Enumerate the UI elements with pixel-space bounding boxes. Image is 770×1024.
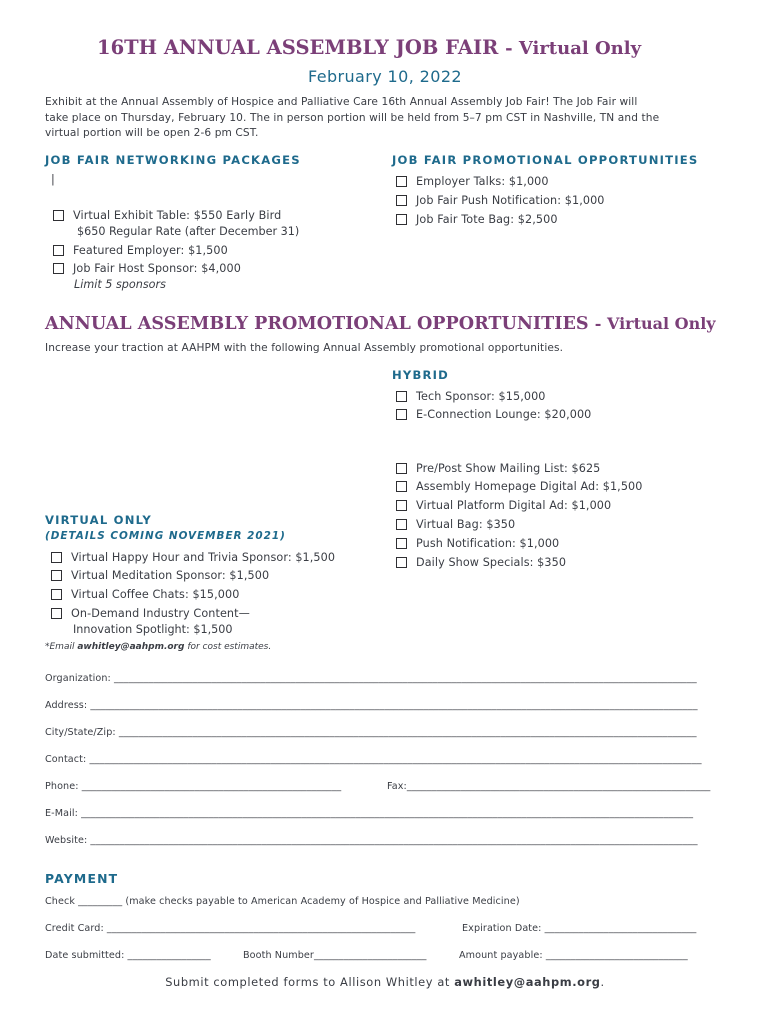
submit-email-link[interactable]: awhitley@aahpm.org [454, 975, 601, 989]
submit-instructions: Submit completed forms to Allison Whitley at awhitley@aahpm.org. [165, 975, 605, 989]
hybrid-heading: HYBRID [392, 368, 449, 382]
stray-mark: | [51, 173, 55, 186]
hybrid-item-label: Assembly Homepage Digital Ad: $1,500 [416, 480, 643, 493]
booth-number-field[interactable]: Booth Number_______________________ [243, 950, 427, 961]
hybrid-item[interactable] [396, 556, 566, 569]
checkbox[interactable] [53, 245, 64, 256]
networking-item-sublabel: $650 Regular Rate (after December 31) [77, 225, 300, 238]
page-title-tail: - Virtual Only [505, 38, 642, 59]
virtual-only-heading: VIRTUAL ONLY [45, 513, 152, 527]
jobfair-promo-label: Job Fair Tote Bag: $2,500 [416, 213, 558, 226]
checkbox[interactable] [396, 463, 407, 474]
checkbox[interactable] [396, 538, 407, 549]
fax-field[interactable]: Fax:______________________________________________________________ [387, 781, 711, 792]
address-field[interactable]: Address: ____________________________________________________________________________________________________________________________ [45, 700, 698, 711]
credit-card-field[interactable]: Credit Card: _______________________________________________________________ [45, 923, 416, 934]
assembly-promo-title [45, 313, 716, 334]
jobfair-promo-item[interactable] [396, 213, 558, 226]
payment-heading: PAYMENT [45, 871, 119, 886]
contact-field[interactable]: Contact: _____________________________________________________________________________________________________________________________ [45, 754, 702, 765]
jobfair-promo-label: Job Fair Push Notification: $1,000 [416, 194, 605, 207]
website-field[interactable]: Website: ____________________________________________________________________________________________________________________________ [45, 835, 698, 846]
checkbox[interactable] [396, 195, 407, 206]
networking-item[interactable] [53, 244, 228, 257]
checkbox[interactable] [51, 589, 62, 600]
page-title-main: 16TH ANNUAL ASSEMBLY JOB FAIR [97, 36, 499, 59]
checkbox[interactable] [396, 409, 407, 420]
city-state-zip-field[interactable]: City/State/Zip: ______________________________________________________________________________________________________________________ [45, 727, 697, 738]
checkbox[interactable] [51, 608, 62, 619]
assembly-promo-title-tail: - Virtual Only [594, 314, 716, 333]
hybrid-item[interactable] [396, 390, 546, 403]
networking-item-label: Virtual Exhibit Table: $550 Early Bird [73, 209, 282, 222]
virtual-item-sublabel: Innovation Spotlight: $1,500 [73, 623, 233, 636]
virtual-item-label: On-Demand Industry Content— [71, 607, 250, 620]
hybrid-item[interactable] [396, 537, 559, 550]
jobfair-promo-heading: JOB FAIR PROMOTIONAL OPPORTUNITIES [392, 153, 699, 167]
hybrid-item-label: Daily Show Specials: $350 [416, 556, 567, 569]
jobfair-promo-label: Employer Talks: $1,000 [416, 175, 549, 188]
event-date: February 10, 2022 [307, 67, 463, 86]
expiration-date-field[interactable]: Expiration Date: _______________________________ [462, 923, 697, 934]
virtual-item[interactable] [51, 588, 239, 601]
networking-item-sublabel: Limit 5 sponsors [74, 278, 166, 291]
phone-field[interactable]: Phone: _____________________________________________________ [45, 781, 342, 792]
assembly-promo-title-main: ANNUAL ASSEMBLY PROMOTIONAL OPPORTUNITIES [45, 313, 589, 334]
email-field[interactable]: E-Mail: _____________________________________________________________________________________________________________________________ [45, 808, 694, 819]
note-email-link[interactable]: awhitley@aahpm.org [77, 642, 185, 652]
cost-estimate-note: *Email awhitley@aahpm.org for cost estimates. [45, 642, 272, 652]
hybrid-item-label: Push Notification: $1,000 [416, 537, 560, 550]
check-field[interactable]: Check _________ (make checks payable to American Academy of Hospice and Palliative Medicine) [45, 896, 520, 907]
checkbox[interactable] [396, 557, 407, 568]
checkbox[interactable] [396, 176, 407, 187]
networking-item[interactable] [53, 262, 241, 275]
networking-item-label: Job Fair Host Sponsor: $4,000 [73, 262, 241, 275]
hybrid-item-label: Virtual Bag: $350 [416, 518, 516, 531]
hybrid-item-label: Virtual Platform Digital Ad: $1,000 [416, 499, 612, 512]
hybrid-item-label: Tech Sponsor: $15,000 [416, 390, 546, 403]
hybrid-item[interactable] [396, 480, 642, 493]
checkbox[interactable] [396, 214, 407, 225]
checkbox[interactable] [53, 263, 64, 274]
intro-paragraph [45, 95, 735, 142]
jobfair-promo-item[interactable] [396, 175, 549, 188]
checkbox[interactable] [396, 481, 407, 492]
hybrid-item[interactable] [396, 518, 515, 531]
amount-payable-field[interactable]: Amount payable: _____________________________ [459, 950, 688, 961]
intro-line: take place on Thursday, February 10. The in person portion will be held from 5–7 pm CST in Nashville, TN and the [45, 111, 660, 124]
hybrid-item-label: E-Connection Lounge: $20,000 [416, 408, 592, 421]
checkbox[interactable] [396, 391, 407, 402]
hybrid-item-label: Pre/Post Show Mailing List: $625 [416, 462, 601, 475]
date-submitted-field[interactable]: Date submitted: _________________ [45, 950, 211, 961]
assembly-promo-intro: Increase your traction at AAHPM with the following Annual Assembly promotional opportunities. [45, 342, 564, 354]
intro-line: virtual portion will be open 2-6 pm CST. [45, 127, 259, 139]
virtual-item-label: Virtual Happy Hour and Trivia Sponsor: $1,500 [71, 551, 336, 564]
organization-field[interactable]: Organization: _______________________________________________________________________________________________________________________ [45, 673, 697, 684]
checkbox[interactable] [396, 500, 407, 511]
hybrid-item[interactable] [396, 408, 591, 421]
page-title [97, 36, 641, 59]
virtual-item-label: Virtual Coffee Chats: $15,000 [71, 588, 240, 601]
networking-item-label: Featured Employer: $1,500 [73, 244, 228, 257]
intro-line: Exhibit at the Annual Assembly of Hospice and Palliative Care 16th Annual Assembly Job Fair! The Job Fair will [45, 96, 638, 108]
networking-item[interactable] [53, 209, 281, 222]
hybrid-item[interactable] [396, 462, 600, 475]
jobfair-promo-item[interactable] [396, 194, 605, 207]
virtual-item[interactable] [51, 607, 250, 620]
checkbox[interactable] [396, 519, 407, 530]
checkbox[interactable] [53, 210, 64, 221]
networking-packages-heading: JOB FAIR NETWORKING PACKAGES [45, 153, 301, 167]
virtual-item[interactable] [51, 569, 269, 582]
virtual-item-label: Virtual Meditation Sponsor: $1,500 [71, 569, 270, 582]
virtual-only-subheading: (DETAILS COMING NOVEMBER 2021) [45, 530, 286, 542]
checkbox[interactable] [51, 552, 62, 563]
checkbox[interactable] [51, 570, 62, 581]
hybrid-item[interactable] [396, 499, 611, 512]
virtual-item[interactable] [51, 551, 335, 564]
